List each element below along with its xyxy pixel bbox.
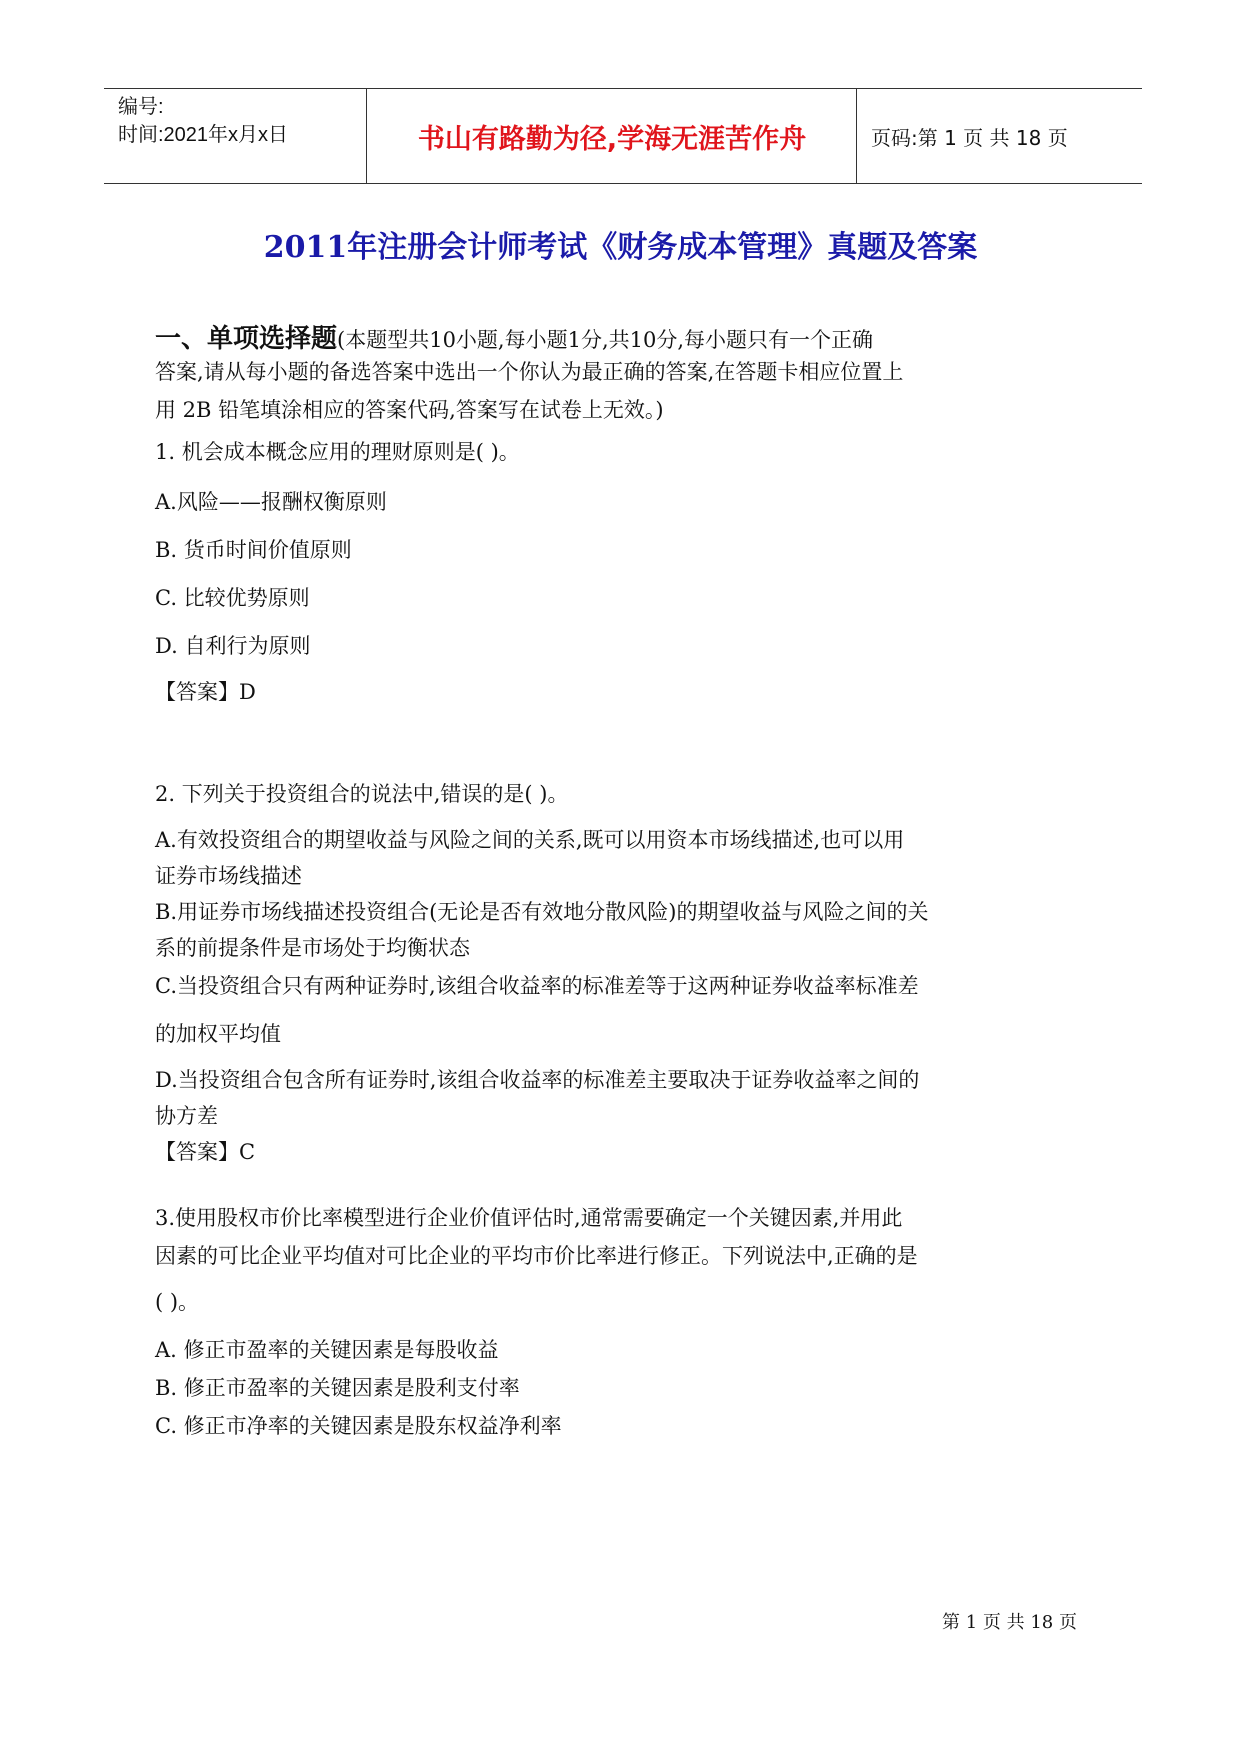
answer: 【答案】D xyxy=(155,680,256,704)
question-stem-cont: ( )。 xyxy=(155,1290,200,1314)
option-c-cont: 的加权平均值 xyxy=(155,1022,281,1046)
page-footer: 第 1 页 共 18 页 xyxy=(942,1612,1077,1633)
section-intro: (本题型共10小题,每小题1分,共10分,每小题只有一个正确 xyxy=(337,328,874,352)
option-c: C. 修正市净率的关键因素是股东权益净利率 xyxy=(155,1414,562,1438)
answer: 【答案】C xyxy=(155,1140,256,1164)
header-motto: 书山有路勤为径,学海无涯苦作舟 xyxy=(368,89,857,183)
section-heading-line xyxy=(155,318,873,355)
option-d-cont: 协方差 xyxy=(155,1104,218,1128)
question-stem: 1. 机会成本概念应用的理财原则是( )。 xyxy=(155,440,520,464)
question-stem: 3.使用股权市价比率模型进行企业价值评估时,通常需要确定一个关键因素,并用此 xyxy=(155,1206,903,1230)
option-b: B. 修正市盈率的关键因素是股利支付率 xyxy=(155,1376,520,1400)
section-intro-line: 答案,请从每小题的备选答案中选出一个你认为最正确的答案,在答题卡相应位置上 xyxy=(155,360,904,384)
option-b: B.用证券市场线描述投资组合(无论是否有效地分散风险)的期望收益与风险之间的关 xyxy=(155,900,929,924)
option-d: D. 自利行为原则 xyxy=(155,634,311,658)
document-title: 2011年注册会计师考试《财务成本管理》真题及答案 xyxy=(263,230,978,265)
option-b-cont: 系的前提条件是市场处于均衡状态 xyxy=(155,936,470,960)
option-a: A.风险——报酬权衡原则 xyxy=(155,490,387,514)
header-left-cell xyxy=(104,89,367,183)
question-stem: 2. 下列关于投资组合的说法中,错误的是( )。 xyxy=(155,782,569,806)
time-label: 时间:2021年x月x日 xyxy=(118,124,289,146)
option-c: C.当投资组合只有两种证券时,该组合收益率的标准差等于这两种证券收益率标准差 xyxy=(155,974,919,998)
option-a: A. 修正市盈率的关键因素是每股收益 xyxy=(155,1338,499,1362)
section-intro-line: 用 2B 铅笔填涂相应的答案代码,答案写在试卷上无效。) xyxy=(155,398,664,422)
page-header xyxy=(104,88,1142,184)
option-b: B. 货币时间价值原则 xyxy=(155,538,352,562)
header-page-info: 页码:第 1 页 共 18 页 xyxy=(871,125,1068,150)
option-a: A.有效投资组合的期望收益与风险之间的关系,既可以用资本市场线描述,也可以用 xyxy=(155,828,905,852)
question-stem-cont: 因素的可比企业平均值对可比企业的平均市价比率进行修正。下列说法中,正确的是 xyxy=(155,1244,918,1268)
serial-label: 编号: xyxy=(118,96,164,118)
option-d: D.当投资组合包含所有证券时,该组合收益率的标准差主要取决于证券收益率之间的 xyxy=(155,1068,920,1092)
option-a-cont: 证券市场线描述 xyxy=(155,864,302,888)
option-c: C. 比较优势原则 xyxy=(155,586,310,610)
section-heading: 一、单项选择题 xyxy=(155,324,338,354)
